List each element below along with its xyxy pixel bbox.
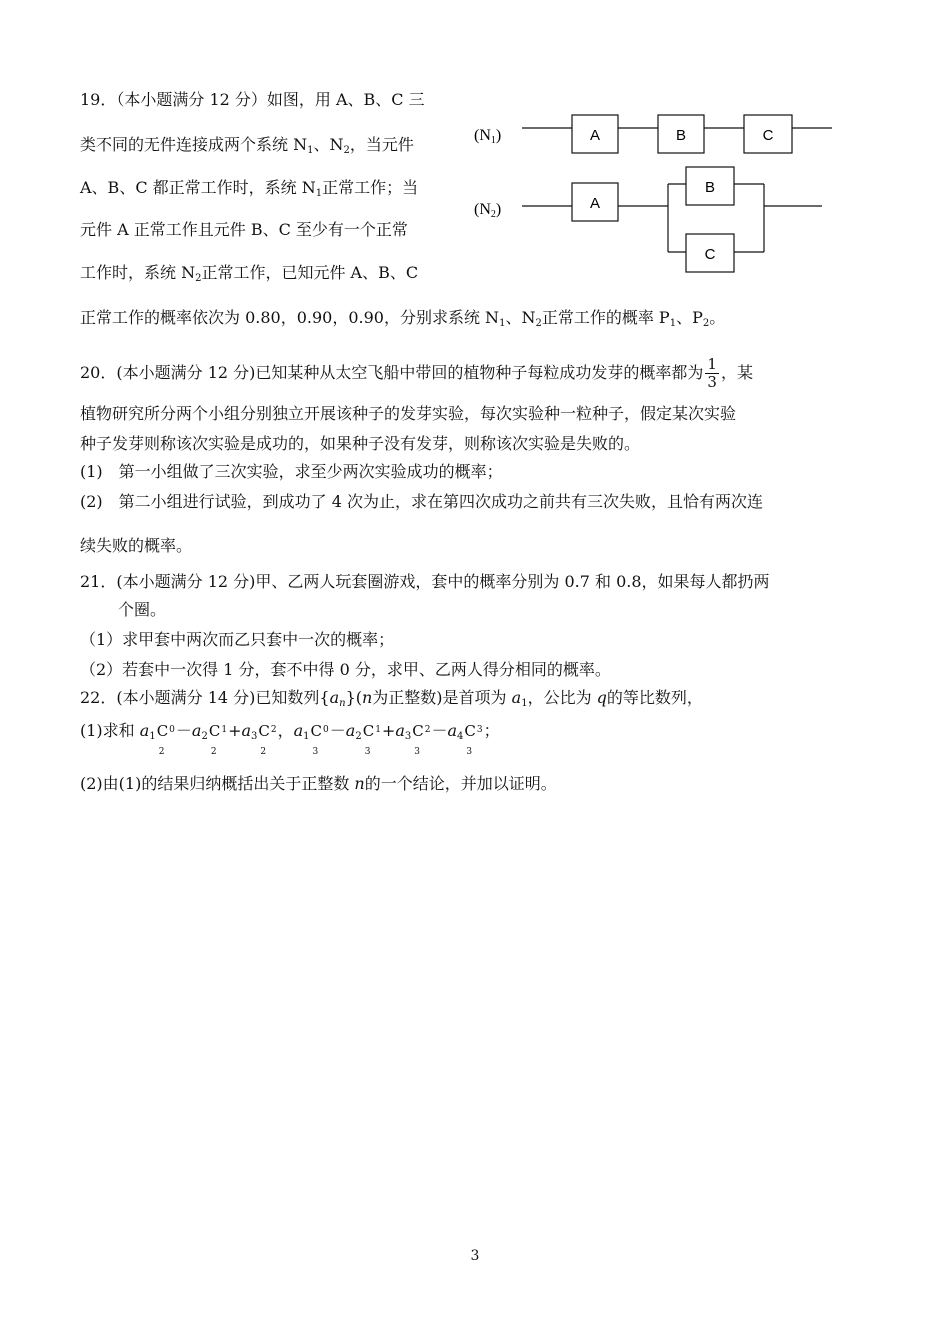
combination-sum-n3 xyxy=(293,721,484,757)
term-coefficient-index: 2 xyxy=(355,731,362,742)
sum-term xyxy=(191,721,228,757)
sum-term xyxy=(447,721,483,757)
term-coefficient: a xyxy=(139,721,150,740)
svg-text:B: B xyxy=(704,179,716,196)
binomial-coefficient: $C^2$ 2 xyxy=(258,722,277,757)
q20-line-6: 续失败的概率。 xyxy=(80,536,193,555)
fraction-one-third: $\frac{1}{3}$ xyxy=(707,355,717,391)
q22-line-1: 22．(本小题满分 14 分)已知数列$\{a_n\}(n$为正整数)是首项为 $a_1$，公比为 q的等比数列， xyxy=(80,688,703,709)
system-n1 xyxy=(474,115,832,153)
combination-sum-n2 xyxy=(139,721,278,757)
q21-line-4: （2）若套中一次得 1 分，套不中得 0 分，求甲、乙两人得分相同的概率。 xyxy=(80,660,611,679)
sum-operator: － xyxy=(329,721,346,740)
q19-line-1: 19．（本小题满分 12 分）如图，用 A、B、C 三 xyxy=(80,90,425,109)
q22-line-3: (2)由(1)的结果归纳概括出关于正整数 n的一个结论，并加以证明。 xyxy=(80,774,557,793)
binomial-coefficient: $C^2$ 3 xyxy=(412,722,431,757)
svg-text:A: A xyxy=(589,195,601,212)
q21-line-2: 个圈。 xyxy=(118,600,167,619)
term-coefficient: a xyxy=(191,721,202,740)
q19-line-5: 工作时，系统 $N_2$正常工作，已知元件 A、B、C xyxy=(80,263,419,284)
term-coefficient-index: 1 xyxy=(303,731,310,742)
q19-line-6: 正常工作的概率依次为 0.80，0.90，0.90，分别求系统 $N_1$、$N_2$正常工作的概率 $P_1$、$P_2$。 xyxy=(80,308,726,329)
term-coefficient: a xyxy=(293,721,304,740)
svg-text:C: C xyxy=(704,246,716,263)
binomial-coefficient: $C^3$ 3 xyxy=(464,722,483,757)
q19-line-4: 元件 A 正常工作且元件 B、C 至少有一个正常 xyxy=(80,220,408,239)
sum-operator: + xyxy=(228,721,242,740)
term-coefficient: a xyxy=(241,721,252,740)
svg-text:(N1): (N1) xyxy=(474,127,502,146)
circuit-diagram xyxy=(470,100,840,290)
term-coefficient-index: 2 xyxy=(201,731,208,742)
q19-line-2: 类不同的无件连接成两个系统 $N_1$、$N_2$，当元件 xyxy=(80,135,414,156)
term-coefficient-index: 3 xyxy=(251,731,258,742)
sum-term xyxy=(345,721,382,757)
binomial-coefficient: $C^1$ 2 xyxy=(208,722,228,757)
q20-line-1: 20．(本小题满分 12 分)已知某种从太空飞船中带回的植物种子每粒成功发芽的概率都为 $\frac{1}{3}$ ，某 xyxy=(80,355,753,391)
sum-term xyxy=(139,721,176,757)
sum-operator: － xyxy=(175,721,192,740)
q20-line-2: 植物研究所分两个小组分别独立开展该种子的发芽实验，每次实验种一粒种子，假定某次实验 xyxy=(80,404,737,423)
term-coefficient-index: 1 xyxy=(149,731,156,742)
q21-line-1: 21．(本小题满分 12 分)甲、乙两人玩套圈游戏，套中的概率分别为 0.7 和 0.8，如果每人都扔两 xyxy=(80,572,770,591)
page-number: 3 xyxy=(470,1248,480,1264)
q20-line-3: 种子发芽则称该次实验是成功的，如果种子没有发芽，则称该次实验是失败的。 xyxy=(80,434,641,453)
q19-line-3: A、B、C 都正常工作时，系统 $N_1$正常工作；当 xyxy=(80,178,419,199)
svg-text:C: C xyxy=(762,127,774,144)
sum-term xyxy=(293,721,330,757)
term-coefficient-index: 3 xyxy=(404,731,412,742)
q22-line-2: (1)求和 $a_1C^0$ 2 $-a_2C^1$ 2 $+a_3C^2$ 2 ，$a_1C^0$ 3 $-a_2C^1$ 3 $+a_3C^2$ 3 $-a_4C^3$ 3 ； xyxy=(80,721,500,757)
binomial-coefficient: $C^0$ 3 xyxy=(310,722,329,757)
binomial-coefficient: $C^0$ 2 xyxy=(156,722,175,757)
svg-text:A: A xyxy=(589,127,601,144)
term-coefficient: a xyxy=(345,721,356,740)
term-coefficient-index: 4 xyxy=(457,731,464,742)
term-coefficient: a xyxy=(447,721,458,740)
q20-line-4: (1) 第一小组做了三次实验，求至少两次实验成功的概率； xyxy=(80,462,503,481)
svg-text:(N2): (N2) xyxy=(474,201,502,220)
term-coefficient: a xyxy=(395,721,405,740)
svg-text:B: B xyxy=(675,127,687,144)
sum-operator: + xyxy=(381,721,396,740)
q20-line-5: (2) 第二小组进行试验，到成功了 4 次为止，求在第四次成功之前共有三次失败，且恰有两次连 xyxy=(80,492,764,511)
sum-term xyxy=(395,721,431,757)
sum-term xyxy=(241,721,277,757)
sum-operator: － xyxy=(431,721,448,740)
binomial-coefficient: $C^1$ 3 xyxy=(362,722,381,757)
q21-line-3: （1）求甲套中两次而乙只套中一次的概率； xyxy=(80,630,395,649)
system-n2 xyxy=(474,167,822,272)
